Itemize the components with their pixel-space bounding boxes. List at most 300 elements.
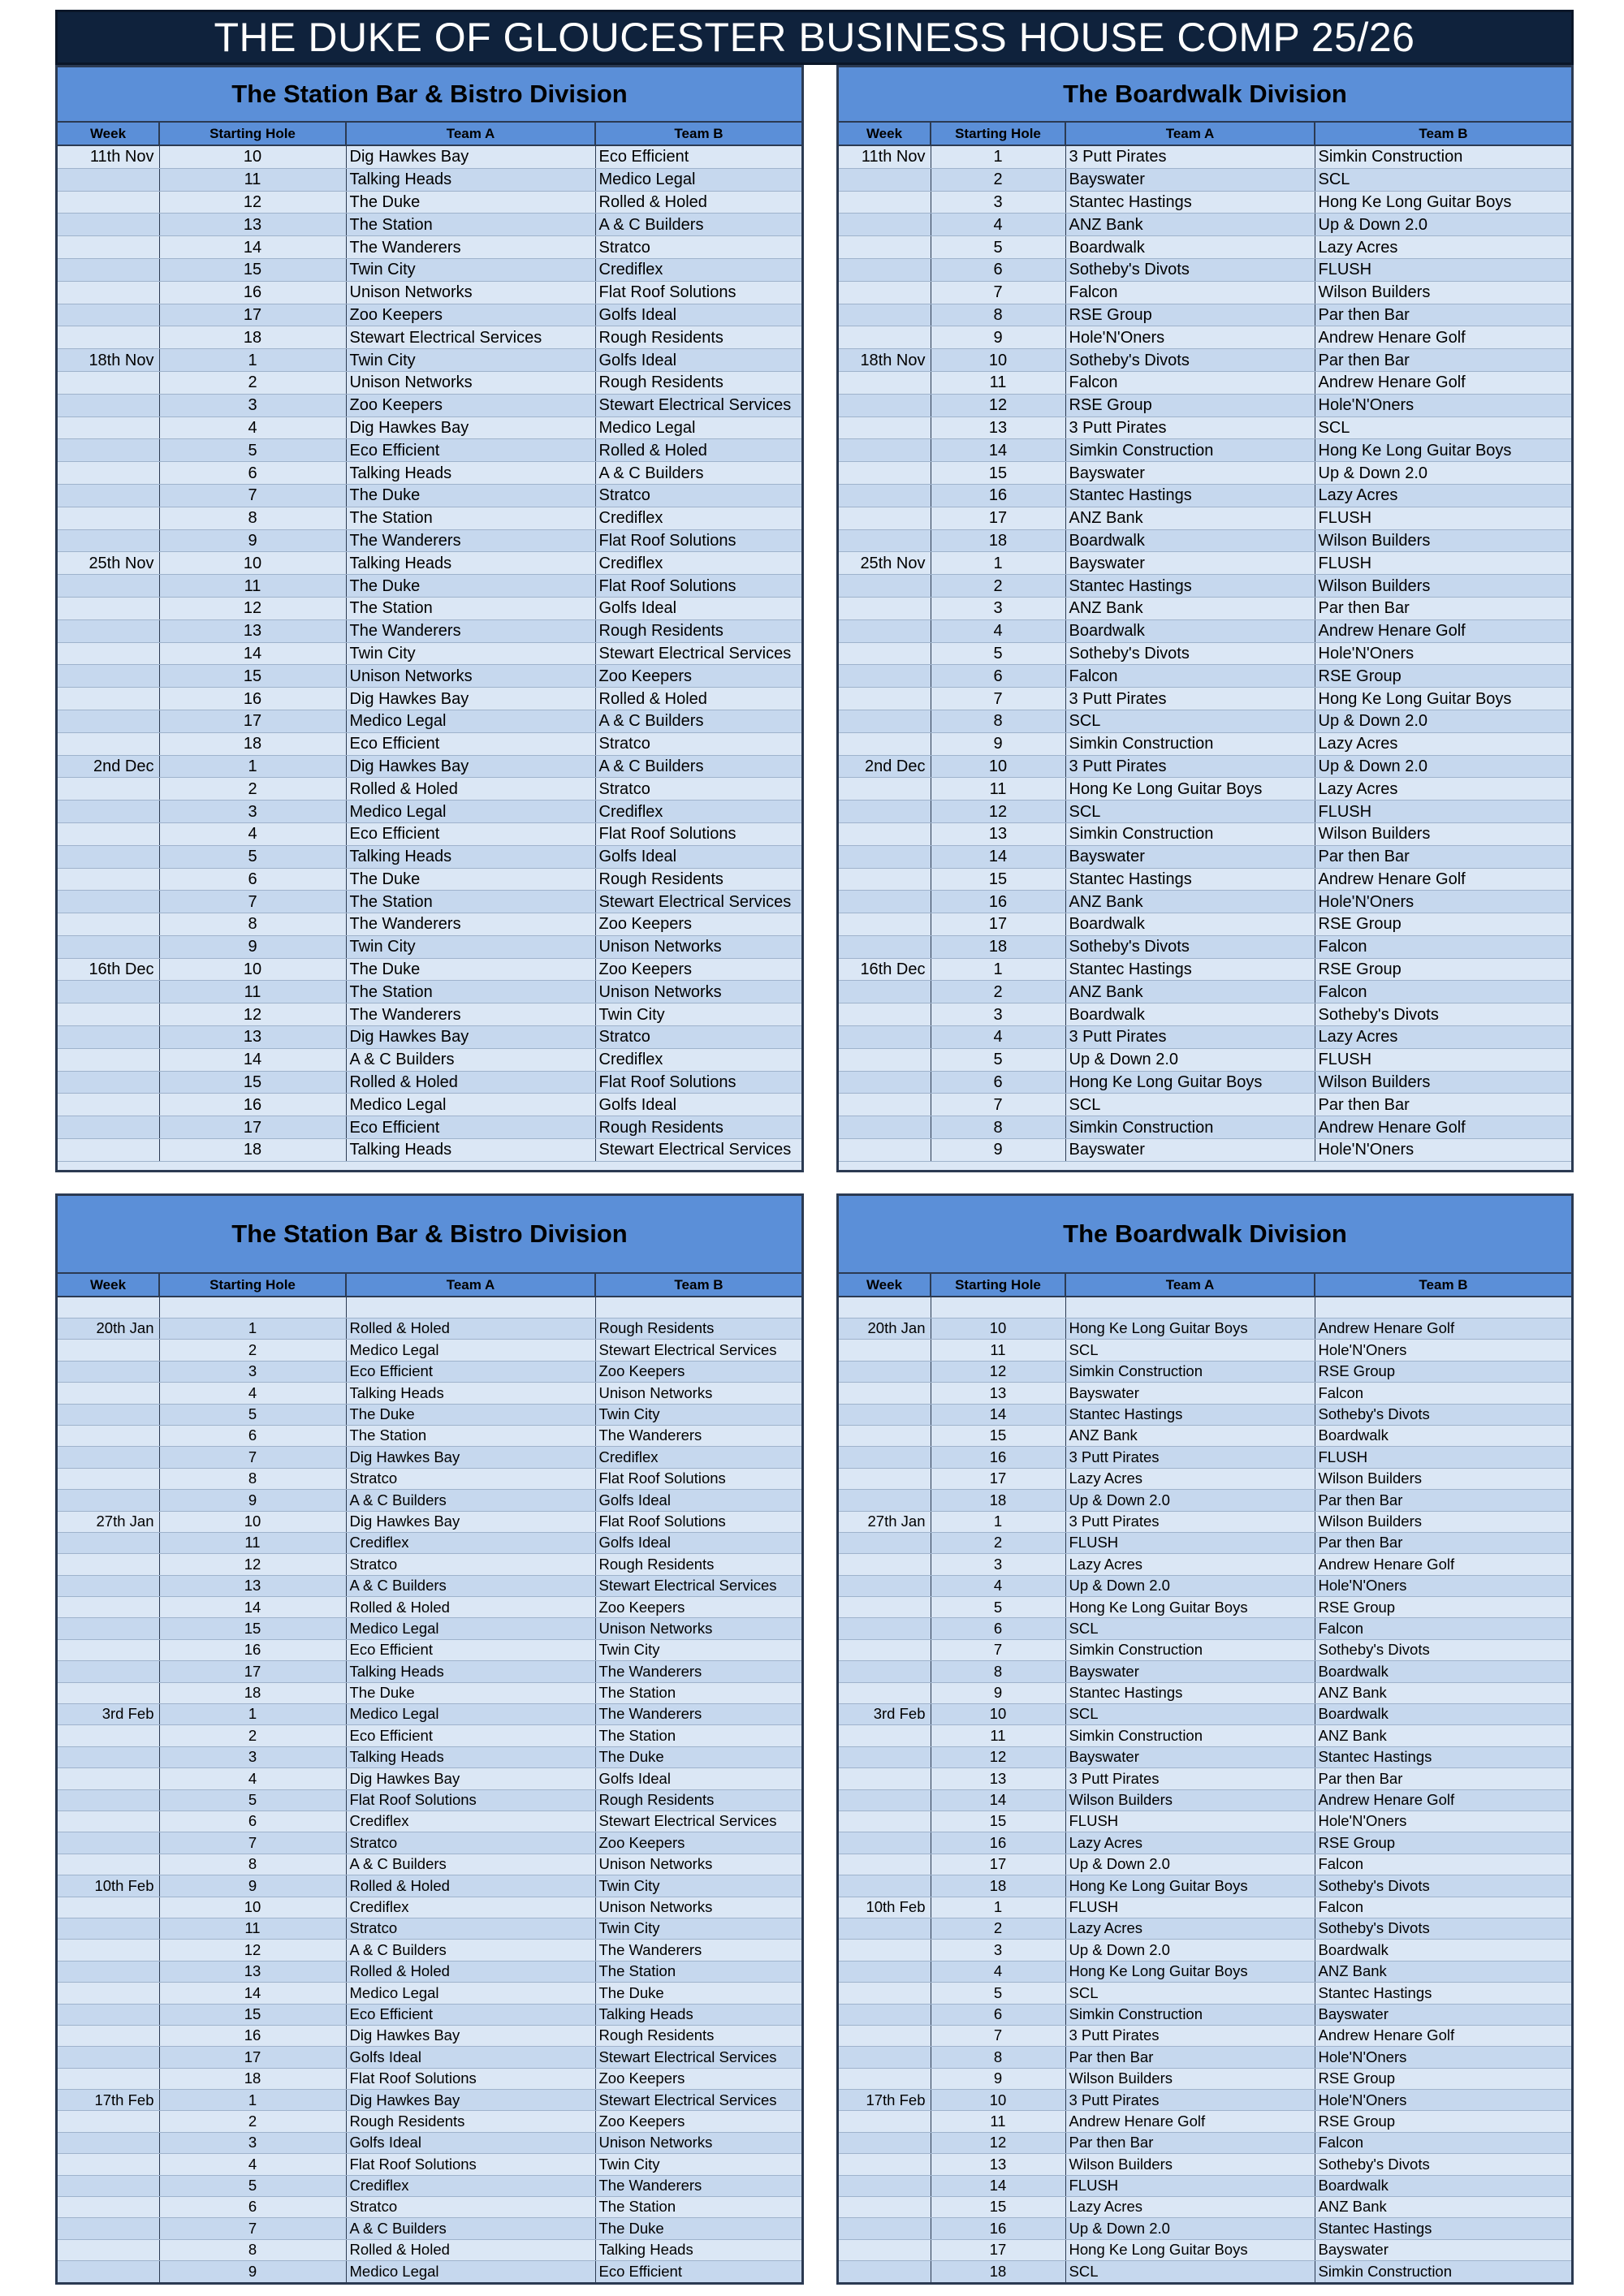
team-a-cell: Twin City xyxy=(346,642,595,665)
team-b-cell: Unison Networks xyxy=(595,1618,801,1639)
fixture-row xyxy=(58,845,801,868)
team-a-cell: Eco Efficient xyxy=(346,1725,595,1746)
fixture-row xyxy=(839,2068,1571,2089)
starting-hole-cell: 18 xyxy=(159,1682,346,1703)
team-a-cell: Hong Ke Long Guitar Boys xyxy=(1065,2239,1315,2260)
team-b-cell: Lazy Acres xyxy=(1315,236,1571,259)
team-b-cell: Flat Roof Solutions xyxy=(595,1511,801,1532)
week-cell xyxy=(58,1639,159,1660)
week-cell xyxy=(839,1116,931,1139)
week-cell xyxy=(58,484,159,507)
starting-hole-cell: 11 xyxy=(159,981,346,1003)
starting-hole-cell: 6 xyxy=(159,1810,346,1832)
team-b-cell: Flat Roof Solutions xyxy=(595,529,801,552)
document-title: THE DUKE OF GLOUCESTER BUSINESS HOUSE COMP 25/26 xyxy=(55,10,1574,65)
team-a-cell: Stantec Hastings xyxy=(1065,484,1315,507)
team-a-cell: RSE Group xyxy=(1065,304,1315,326)
fixture-row xyxy=(839,1139,1571,1162)
week-cell xyxy=(58,575,159,598)
starting-hole-cell: 18 xyxy=(931,2261,1065,2282)
team-a-cell: Stantec Hastings xyxy=(1065,191,1315,214)
team-a-cell: The Duke xyxy=(346,191,595,214)
fixture-row xyxy=(58,439,801,462)
week-cell xyxy=(839,1768,931,1789)
fixture-row xyxy=(839,1383,1571,1404)
fixture-row xyxy=(839,665,1571,688)
team-b-cell: FLUSH xyxy=(1315,552,1571,575)
team-b-cell: The Station xyxy=(595,1961,801,1982)
week-cell xyxy=(58,1983,159,2004)
starting-hole-cell: 12 xyxy=(159,1554,346,1575)
starting-hole-cell: 11 xyxy=(159,1918,346,1939)
week-cell xyxy=(839,1447,931,1468)
starting-hole-cell: 7 xyxy=(931,1094,1065,1116)
starting-hole-cell: 2 xyxy=(931,1532,1065,1553)
team-a-cell: Dig Hawkes Bay xyxy=(346,416,595,439)
team-b-cell: RSE Group xyxy=(1315,2111,1571,2132)
team-a-cell: Twin City xyxy=(346,258,595,281)
team-a-header: Team A xyxy=(1065,123,1315,145)
fixture-row xyxy=(58,1447,801,1468)
fixture-row xyxy=(839,575,1571,598)
fixture-row xyxy=(839,2111,1571,2132)
team-b-cell: Andrew Henare Golf xyxy=(1315,371,1571,394)
week-cell xyxy=(58,462,159,485)
starting-hole-cell: 3 xyxy=(931,1003,1065,1026)
fixture-row xyxy=(58,2175,801,2196)
starting-hole-cell: 15 xyxy=(159,258,346,281)
team-a-cell: Crediflex xyxy=(346,2175,595,2196)
fixture-row xyxy=(839,326,1571,349)
team-a-cell: A & C Builders xyxy=(346,1490,595,1511)
team-b-cell: Stewart Electrical Services xyxy=(595,1340,801,1361)
week-cell: 17th Feb xyxy=(839,2090,931,2111)
fixture-row xyxy=(839,1468,1571,1489)
starting-hole-cell: 7 xyxy=(931,2025,1065,2046)
week-cell xyxy=(58,168,159,191)
starting-hole-cell: 14 xyxy=(931,845,1065,868)
starting-hole-cell: 14 xyxy=(159,642,346,665)
team-a-cell: Talking Heads xyxy=(346,1661,595,1682)
team-a-cell: Rolled & Holed xyxy=(346,778,595,801)
team-b-cell: Par then Bar xyxy=(1315,597,1571,619)
starting-hole-cell: 4 xyxy=(159,822,346,845)
team-b-cell: Hong Ke Long Guitar Boys xyxy=(1315,191,1571,214)
team-b-cell: Up & Down 2.0 xyxy=(1315,755,1571,778)
starting-hole-cell: 17 xyxy=(931,1854,1065,1875)
team-b-cell: Wilson Builders xyxy=(1315,822,1571,845)
starting-hole-cell: 1 xyxy=(159,1704,346,1725)
week-cell xyxy=(58,1383,159,1404)
starting-hole-cell: 6 xyxy=(159,1425,346,1446)
starting-hole-cell: 14 xyxy=(931,1789,1065,1810)
starting-hole-cell: 13 xyxy=(931,2154,1065,2175)
week-cell xyxy=(839,1661,931,1682)
starting-hole-cell: 4 xyxy=(159,416,346,439)
team-b-cell: Unison Networks xyxy=(595,1854,801,1875)
fixture-row xyxy=(839,2132,1571,2153)
week-cell xyxy=(839,1340,931,1361)
starting-hole-cell: 5 xyxy=(931,236,1065,259)
fixture-row xyxy=(58,2025,801,2046)
team-b-cell: Talking Heads xyxy=(595,2239,801,2260)
starting-hole-cell: 3 xyxy=(159,394,346,416)
empty-cell xyxy=(595,1297,801,1318)
fixture-row xyxy=(58,913,801,936)
team-b-cell: RSE Group xyxy=(1315,1832,1571,1854)
fixture-row xyxy=(58,462,801,485)
team-b-cell: Up & Down 2.0 xyxy=(1315,462,1571,485)
starting-hole-cell: 2 xyxy=(159,371,346,394)
team-b-cell: Golfs Ideal xyxy=(595,1768,801,1789)
fixture-row xyxy=(839,1854,1571,1875)
team-a-cell: Hong Ke Long Guitar Boys xyxy=(1065,778,1315,801)
team-a-cell: Crediflex xyxy=(346,1810,595,1832)
week-cell xyxy=(58,1404,159,1425)
team-a-cell: Flat Roof Solutions xyxy=(346,2068,595,2089)
team-a-cell: Boardwalk xyxy=(1065,913,1315,936)
week-cell xyxy=(839,1618,931,1639)
week-cell xyxy=(839,935,931,958)
team-b-cell: Falcon xyxy=(1315,935,1571,958)
starting-hole-cell: 10 xyxy=(931,1318,1065,1340)
fixture-row xyxy=(58,2111,801,2132)
fixture-row xyxy=(58,349,801,372)
starting-hole-cell: 4 xyxy=(931,1575,1065,1596)
week-cell xyxy=(58,1789,159,1810)
fixture-row xyxy=(58,981,801,1003)
team-b-cell: The Duke xyxy=(595,1983,801,2004)
team-b-cell: FLUSH xyxy=(1315,1447,1571,1468)
week-cell xyxy=(58,2132,159,2153)
week-cell xyxy=(58,642,159,665)
team-b-cell: Wilson Builders xyxy=(1315,1468,1571,1489)
team-b-cell: Sotheby's Divots xyxy=(1315,1918,1571,1939)
fixture-row xyxy=(58,145,801,168)
team-a-cell: Falcon xyxy=(1065,665,1315,688)
starting-hole-cell: 11 xyxy=(159,1532,346,1553)
team-b-cell: Stratco xyxy=(595,732,801,755)
fixture-row xyxy=(58,416,801,439)
team-b-cell: RSE Group xyxy=(1315,1361,1571,1382)
fixture-row xyxy=(839,529,1571,552)
fixture-row xyxy=(839,394,1571,416)
team-a-cell: The Station xyxy=(346,981,595,1003)
team-a-cell: Zoo Keepers xyxy=(346,394,595,416)
starting-hole-cell: 8 xyxy=(159,1468,346,1489)
fixture-row xyxy=(58,1983,801,2004)
starting-hole-cell: 16 xyxy=(159,2025,346,2046)
starting-hole-cell: 18 xyxy=(159,732,346,755)
fixture-row xyxy=(58,1961,801,1982)
fixture-row xyxy=(58,575,801,598)
team-b-cell: FLUSH xyxy=(1315,507,1571,529)
team-a-cell: Lazy Acres xyxy=(1065,1468,1315,1489)
team-a-cell: Boardwalk xyxy=(1065,529,1315,552)
team-a-cell: Bayswater xyxy=(1065,1746,1315,1767)
team-b-cell: Falcon xyxy=(1315,981,1571,1003)
week-cell xyxy=(839,1597,931,1618)
week-cell xyxy=(839,2025,931,2046)
fixture-row xyxy=(58,2197,801,2218)
week-cell xyxy=(839,191,931,214)
team-b-cell: Twin City xyxy=(595,2154,801,2175)
week-cell xyxy=(58,507,159,529)
team-b-cell: Twin City xyxy=(595,1875,801,1897)
starting-hole-cell: 5 xyxy=(159,1789,346,1810)
week-cell xyxy=(839,281,931,304)
starting-hole-cell: 17 xyxy=(159,1116,346,1139)
fixture-row xyxy=(839,801,1571,823)
team-a-cell: Rolled & Holed xyxy=(346,2239,595,2260)
fixture-row xyxy=(58,755,801,778)
week-cell xyxy=(839,2111,931,2132)
team-a-cell: Up & Down 2.0 xyxy=(1065,1940,1315,1961)
week-cell xyxy=(58,935,159,958)
team-a-cell: 3 Putt Pirates xyxy=(1065,755,1315,778)
starting-hole-cell: 12 xyxy=(931,1746,1065,1767)
team-a-cell: FLUSH xyxy=(1065,1532,1315,1553)
week-cell xyxy=(58,1340,159,1361)
week-cell xyxy=(58,2239,159,2260)
team-b-cell: Hole'N'Oners xyxy=(1315,642,1571,665)
fixture-row xyxy=(58,2090,801,2111)
team-b-cell: The Wanderers xyxy=(595,1661,801,1682)
starting-hole-cell: 7 xyxy=(159,484,346,507)
week-cell xyxy=(58,1918,159,1939)
division-title: The Boardwalk Division xyxy=(839,1196,1571,1274)
fixture-row xyxy=(58,1768,801,1789)
starting-hole-cell: 13 xyxy=(931,1383,1065,1404)
team-a-cell: Dig Hawkes Bay xyxy=(346,1447,595,1468)
team-b-cell: Flat Roof Solutions xyxy=(595,822,801,845)
team-b-cell: Hole'N'Oners xyxy=(1315,2047,1571,2068)
team-b-cell: Golfs Ideal xyxy=(595,1094,801,1116)
fixture-row xyxy=(839,1746,1571,1767)
fixture-table xyxy=(839,123,1571,1162)
team-a-cell: Bayswater xyxy=(1065,1139,1315,1162)
fixture-row xyxy=(839,1639,1571,1660)
starting-hole-cell: 3 xyxy=(159,2132,346,2153)
team-b-cell: A & C Builders xyxy=(595,462,801,485)
week-cell: 10th Feb xyxy=(58,1875,159,1897)
week-cell xyxy=(839,1746,931,1767)
team-b-cell: Stewart Electrical Services xyxy=(595,642,801,665)
team-a-cell: 3 Putt Pirates xyxy=(1065,2090,1315,2111)
team-a-cell: Stratco xyxy=(346,1918,595,1939)
week-cell xyxy=(839,371,931,394)
starting-hole-cell: 15 xyxy=(159,1618,346,1639)
fixture-row xyxy=(58,1318,801,1340)
team-a-cell: Simkin Construction xyxy=(1065,1639,1315,1660)
fixture-row xyxy=(839,981,1571,1003)
week-cell xyxy=(58,981,159,1003)
fixture-row xyxy=(839,1704,1571,1725)
team-b-cell: Hong Ke Long Guitar Boys xyxy=(1315,439,1571,462)
team-a-cell: Stantec Hastings xyxy=(1065,868,1315,891)
team-b-cell: Falcon xyxy=(1315,2132,1571,2153)
team-b-cell: Falcon xyxy=(1315,1897,1571,1918)
fixture-row xyxy=(58,891,801,913)
empty-cell xyxy=(1315,1297,1571,1318)
starting-hole-cell: 17 xyxy=(931,1468,1065,1489)
team-b-cell: Lazy Acres xyxy=(1315,778,1571,801)
week-cell xyxy=(58,2025,159,2046)
team-a-cell: Simkin Construction xyxy=(1065,1725,1315,1746)
starting-hole-cell: 3 xyxy=(931,1554,1065,1575)
team-b-cell: Boardwalk xyxy=(1315,2175,1571,2196)
team-a-cell: Golfs Ideal xyxy=(346,2132,595,2153)
week-cell: 2nd Dec xyxy=(839,755,931,778)
team-a-cell: Dig Hawkes Bay xyxy=(346,2025,595,2046)
fixture-row xyxy=(839,236,1571,259)
week-cell xyxy=(58,1139,159,1162)
fixture-row xyxy=(839,1490,1571,1511)
fixture-row xyxy=(839,913,1571,936)
team-a-cell: Eco Efficient xyxy=(346,822,595,845)
team-a-cell: Medico Legal xyxy=(346,2261,595,2282)
week-cell xyxy=(58,2154,159,2175)
starting-hole-cell: 11 xyxy=(159,575,346,598)
team-b-cell: Talking Heads xyxy=(595,2004,801,2025)
week-cell xyxy=(839,2218,931,2239)
team-a-cell: Rolled & Holed xyxy=(346,1961,595,1982)
week-cell xyxy=(839,778,931,801)
team-a-cell: Talking Heads xyxy=(346,168,595,191)
starting-hole-cell: 9 xyxy=(159,1490,346,1511)
fixture-row xyxy=(839,1725,1571,1746)
week-cell xyxy=(839,1468,931,1489)
fixture-row xyxy=(839,1918,1571,1939)
team-a-cell: Sotheby's Divots xyxy=(1065,935,1315,958)
fixture-row xyxy=(839,710,1571,732)
team-b-cell: Par then Bar xyxy=(1315,1094,1571,1116)
starting-hole-cell: 12 xyxy=(159,597,346,619)
team-a-cell: Crediflex xyxy=(346,1532,595,1553)
week-cell xyxy=(839,1832,931,1854)
fixture-row xyxy=(58,1789,801,1810)
team-b-cell: Stewart Electrical Services xyxy=(595,1810,801,1832)
team-b-cell: Rough Residents xyxy=(595,326,801,349)
starting-hole-cell: 9 xyxy=(931,1682,1065,1703)
empty-cell xyxy=(931,1297,1065,1318)
week-cell xyxy=(58,1026,159,1049)
week-cell xyxy=(839,801,931,823)
fixture-row xyxy=(839,1597,1571,1618)
team-b-cell: Rough Residents xyxy=(595,1318,801,1340)
team-a-cell: FLUSH xyxy=(1065,1810,1315,1832)
fixture-row xyxy=(839,845,1571,868)
team-a-cell: Bayswater xyxy=(1065,1661,1315,1682)
team-b-cell: Stewart Electrical Services xyxy=(595,394,801,416)
week-cell: 16th Dec xyxy=(58,958,159,981)
team-b-cell: Sotheby's Divots xyxy=(1315,1404,1571,1425)
fixture-row xyxy=(58,1704,801,1725)
team-b-cell: Hole'N'Oners xyxy=(1315,1139,1571,1162)
team-a-cell: Up & Down 2.0 xyxy=(1065,1854,1315,1875)
fixture-row xyxy=(839,168,1571,191)
fixture-row xyxy=(839,755,1571,778)
starting-hole-cell: 9 xyxy=(931,2068,1065,2089)
starting-hole-cell: 17 xyxy=(159,710,346,732)
starting-hole-cell: 5 xyxy=(931,1048,1065,1071)
team-b-cell: Golfs Ideal xyxy=(595,845,801,868)
fixture-row xyxy=(839,1003,1571,1026)
fixture-row xyxy=(839,2004,1571,2025)
starting-hole-cell: 6 xyxy=(931,2004,1065,2025)
team-b-cell: Medico Legal xyxy=(595,416,801,439)
team-a-cell: Talking Heads xyxy=(346,845,595,868)
team-a-cell: Unison Networks xyxy=(346,371,595,394)
fixture-row xyxy=(58,1139,801,1162)
team-a-header: Team A xyxy=(1065,1274,1315,1297)
week-cell xyxy=(58,529,159,552)
spacer-row xyxy=(839,1297,1571,1318)
team-b-cell: Stewart Electrical Services xyxy=(595,2090,801,2111)
fixture-row xyxy=(58,2239,801,2260)
team-b-cell: Par then Bar xyxy=(1315,304,1571,326)
team-b-cell: Stratco xyxy=(595,236,801,259)
team-b-cell: Rolled & Holed xyxy=(595,688,801,710)
starting-hole-cell: 8 xyxy=(931,710,1065,732)
starting-hole-cell: 1 xyxy=(931,958,1065,981)
starting-hole-cell: 1 xyxy=(931,1511,1065,1532)
starting-hole-cell: 13 xyxy=(159,1575,346,1596)
team-b-cell: Hole'N'Oners xyxy=(1315,1575,1571,1596)
team-a-cell: 3 Putt Pirates xyxy=(1065,145,1315,168)
team-a-cell: Unison Networks xyxy=(346,665,595,688)
starting-hole-cell: 7 xyxy=(159,2218,346,2239)
starting-hole-cell: 12 xyxy=(159,1003,346,1026)
starting-hole-cell: 1 xyxy=(931,145,1065,168)
starting-hole-cell: 4 xyxy=(159,1768,346,1789)
team-a-cell: ANZ Bank xyxy=(1065,597,1315,619)
team-a-cell: Talking Heads xyxy=(346,1383,595,1404)
fixture-table xyxy=(839,1274,1571,2283)
fixture-row xyxy=(58,1468,801,1489)
empty-cell xyxy=(839,1297,931,1318)
starting-hole-cell: 2 xyxy=(159,2111,346,2132)
fixture-row xyxy=(58,1425,801,1446)
team-a-cell: Boardwalk xyxy=(1065,619,1315,642)
starting-hole-cell: 3 xyxy=(159,1361,346,1382)
team-b-cell: Stewart Electrical Services xyxy=(595,1575,801,1596)
team-b-cell: Flat Roof Solutions xyxy=(595,281,801,304)
team-b-cell: Unison Networks xyxy=(595,935,801,958)
starting-hole-cell: 18 xyxy=(159,1139,346,1162)
week-cell xyxy=(58,1725,159,1746)
fixture-row xyxy=(839,2175,1571,2196)
fixture-row xyxy=(839,1940,1571,1961)
team-a-cell: Stewart Electrical Services xyxy=(346,326,595,349)
week-cell xyxy=(839,1139,931,1162)
week-cell xyxy=(839,2132,931,2153)
team-b-cell: ANZ Bank xyxy=(1315,1961,1571,1982)
team-b-cell: Golfs Ideal xyxy=(595,597,801,619)
week-cell xyxy=(58,665,159,688)
week-cell xyxy=(58,710,159,732)
week-cell xyxy=(58,619,159,642)
week-header: Week xyxy=(839,123,931,145)
team-a-cell: Unison Networks xyxy=(346,281,595,304)
team-a-cell: The Station xyxy=(346,507,595,529)
starting-hole-cell: 16 xyxy=(931,2218,1065,2239)
team-a-cell: Medico Legal xyxy=(346,801,595,823)
fixture-row xyxy=(58,1116,801,1139)
team-b-cell: Rough Residents xyxy=(595,1789,801,1810)
starting-hole-cell: 7 xyxy=(931,688,1065,710)
fixture-row xyxy=(58,2132,801,2153)
